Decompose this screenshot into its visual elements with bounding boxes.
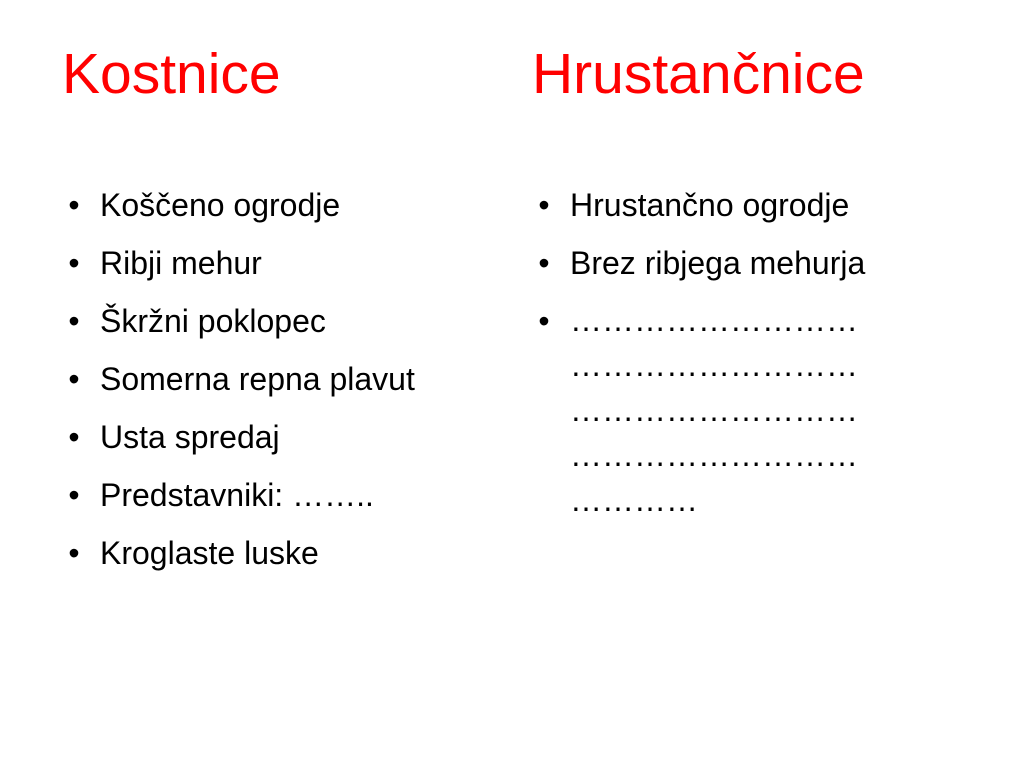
dotted-line: ………… — [570, 482, 698, 518]
bullet-icon: • — [68, 245, 80, 281]
bullet-icon: • — [538, 303, 550, 339]
bullet-icon: • — [68, 303, 80, 339]
dotted-line: ……………………… — [570, 392, 858, 428]
dotted-fill-in-item — [532, 292, 865, 523]
cartilaginous-fish-list — [532, 176, 865, 523]
dotted-line: ……………………… — [570, 347, 858, 383]
list-item-text: Usta spredaj — [100, 419, 280, 455]
list-item-text: Ribji mehur — [100, 245, 262, 281]
list-item-text: Hrustančno ogrodje — [570, 187, 850, 223]
list-item-text: Brez ribjega mehurja — [570, 245, 866, 281]
bullet-icon: • — [68, 477, 80, 513]
list-item-text: Predstavniki: …….. — [100, 477, 374, 513]
list-item — [62, 466, 415, 524]
cartilaginous-fish-title: Hrustančnice — [532, 42, 865, 106]
list-item-text: Somerna repna plavut — [100, 361, 415, 397]
list-item — [62, 408, 415, 466]
bullet-icon: • — [68, 187, 80, 223]
list-item — [62, 292, 415, 350]
bullet-icon: • — [538, 187, 550, 223]
list-item-text: Koščeno ogrodje — [100, 187, 341, 223]
list-item — [532, 234, 865, 292]
bullet-icon: • — [68, 535, 80, 571]
bullet-icon: • — [68, 361, 80, 397]
bony-fish-list — [62, 176, 415, 582]
list-item-text: Kroglaste luske — [100, 535, 319, 571]
bullet-icon: • — [68, 419, 80, 455]
list-item — [62, 234, 415, 292]
list-item — [62, 524, 415, 582]
list-item — [62, 176, 415, 234]
bullet-icon: • — [538, 245, 550, 281]
list-item — [532, 176, 865, 234]
bony-fish-title: Kostnice — [62, 42, 281, 106]
list-item — [62, 350, 415, 408]
list-item-text: Škržni poklopec — [100, 303, 326, 339]
dotted-line: ……………………… — [570, 437, 858, 473]
dotted-line: ……………………… — [570, 302, 858, 338]
